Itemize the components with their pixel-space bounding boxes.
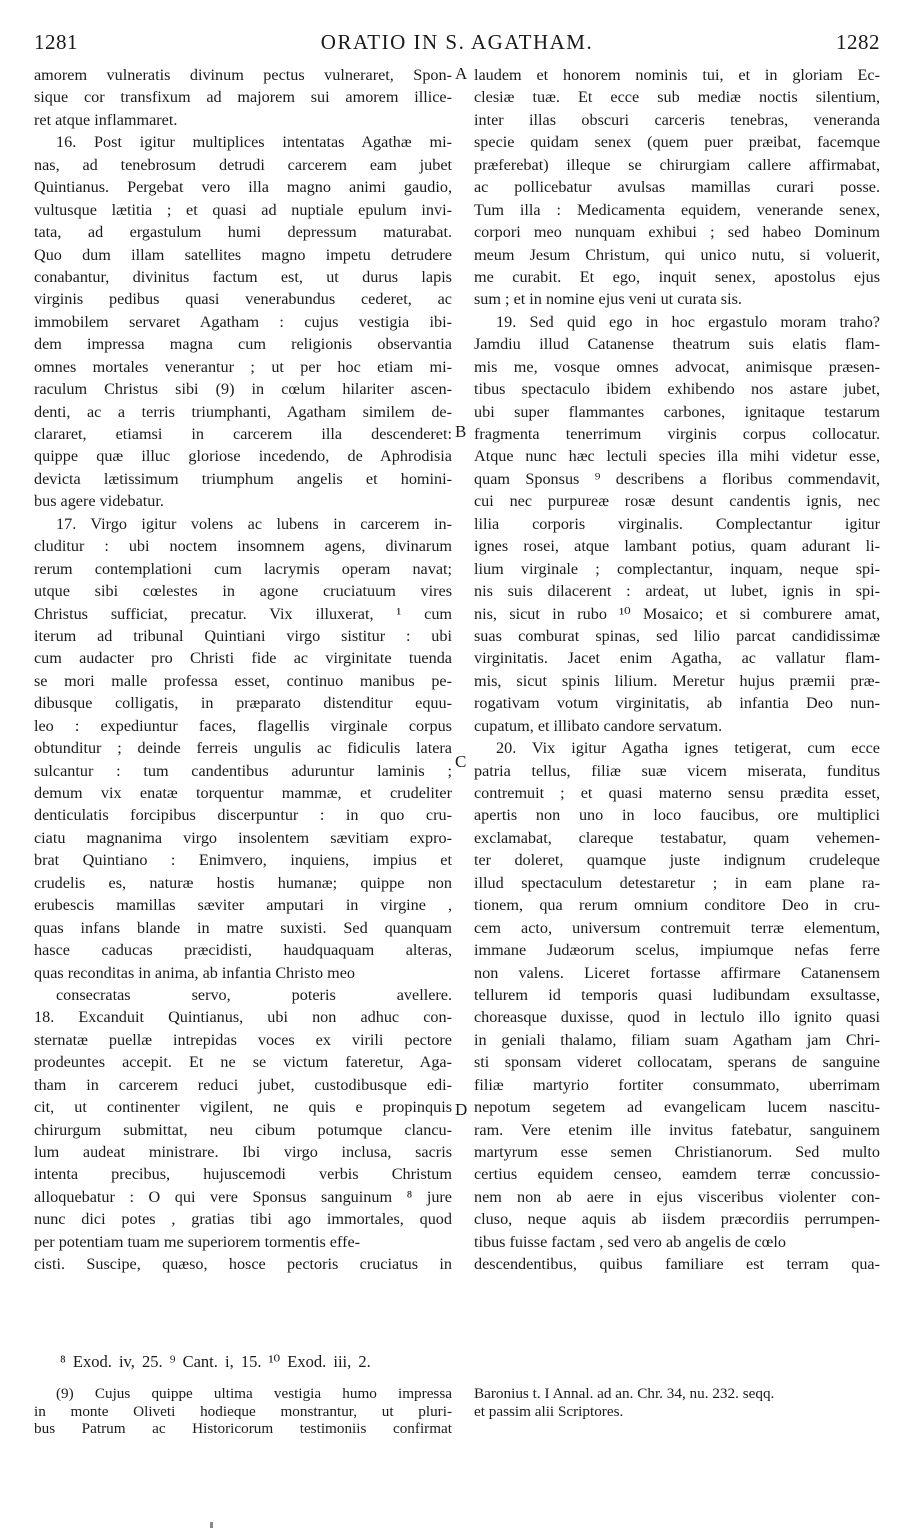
text-line: virginis pedibus quasi venerabundus cederet, ac [34,290,452,309]
margin-marker-b: B [455,422,467,441]
text-line: devicta lætissimum triumphum angelis et homini- [34,469,452,488]
text-line: patria tellus, filiæ suæ vicem miserata, funditus [474,761,880,780]
text-line: 20. Vix igitur Agatha ignes tetigerat, cum ecce [496,739,880,758]
text-line: erubescis mamillas sæviter amputari in virgine , [34,896,452,915]
text-line: lum audeat ministrare. Ibi virgo inclusa, sacris [34,1143,452,1161]
text-line: sulcantur : tum candentibus aduruntur laminis ; [34,761,452,780]
text-line: raculum Christus sibi (9) in cœlum hilariter ascen- [34,380,452,399]
note-line: bus Patrum ac Historicorum testimoniis confirmat [34,1420,452,1437]
editor-note-left [34,1385,452,1438]
text-line: tibus fuisse factam , sed vero ab angelis de cœlo [474,1232,786,1251]
margin-marker-c: C [455,752,467,771]
text-line: mis me, vosque omnes advocat, animisque præsen- [474,357,880,376]
print-speck [210,1522,213,1528]
text-line: conabantur, divinitus factum est, ut durus lapis [34,267,452,286]
text-line: ram. Vere etenim ille invitus fatebatur, sanguinem [474,1120,880,1139]
text-line: non valens. Liceret fortasse affirmare Catanensem [474,963,880,982]
text-line: lilia corporis virginalis. Complectantur igitur [474,514,880,533]
text-line: brat Quintiano : Enimvero, inquiens, impius et [34,851,452,870]
text-line: cum audacter pro Christi fide ac virginitate tuenda [34,649,452,668]
text-line: iterum ad tribunal Quintiani virgo sistitur : ubi [34,626,452,645]
page-number-right: 1282 [836,30,880,54]
text-line: rerum contemplationi cum lacrymis operam navat; [34,559,452,578]
text-line: martyrum esse semen Christianorum. Sed multo [474,1143,880,1161]
text-line: tham in carcerem reduci jubet, custodibusque edi- [34,1075,452,1094]
text-line: Christus sufficiat, precatur. Vix illuxerat, ¹ cum [34,604,452,623]
text-line: certius equidem censeo, eamdem terræ concussio- [474,1165,880,1184]
note-line: in monte Oliveti hodieque monstrantur, ut pluri- [34,1402,452,1420]
text-line: choreasque duxisse, quod in lectulo illo ignito quasi [474,1008,880,1027]
text-line: laudem et honorem nominis tui, et in gloriam Ec- [474,66,880,84]
text-line: ciatu magnanima virgo insolentem sævitiam expro- [34,828,452,847]
scripture-footnotes: ⁸ Exod. iv, 25. ⁹ Cant. i, 15. ¹⁰ Exod. iii, 2. [60,1352,371,1371]
text-line: ignes rosei, atque lambant potius, quam adurant li- [474,537,880,556]
text-line: sternatæ puellæ intrepidas voces ex virili pectore [34,1030,452,1049]
text-line: dem impressa magna cum religionis observantia [34,335,452,354]
text-line: leo : expediuntur faces, flagellis virginale corpus [34,716,452,735]
text-line: nis suis dilacerent : ardeat, ut lubet, ignis in spi- [474,582,880,601]
text-line: filiæ martyrio fortiter consummato, uberrimam [474,1075,880,1094]
text-line: amorem vulneratis divinum pectus vulneraret, Spon- [34,66,452,84]
text-line: nas, ad tenebrosum detrudi carcerem eam jubet [34,155,452,174]
text-line: præferebat) illeque se chirurgiam callere affirmabat, [474,155,880,174]
text-line: ubi super flammantes carbones, ignitaque testarum [474,402,880,421]
text-line: Atque nunc hæc lectuli species illa mihi videtur esse, [474,447,880,466]
text-line: cluditur : ubi noctem insomnem agens, divinarum [34,537,452,556]
text-line: apertis non uno in loco faucibus, ore multiplici [474,806,880,825]
text-line: nepotum segetem ad evangelicam lucem nascitu- [474,1098,880,1117]
text-line: fragmenta tenerrimum virginis corpus collocatur. [474,425,880,443]
text-line: utque sibi cœlestes in agone cruciatuum vires [34,582,452,601]
text-line: lium virginale ; complectantur, inquam, neque spi- [474,559,880,578]
text-line: nis, sicut in rubo ¹⁰ Mosaico; et si comburere amat, [474,604,880,623]
margin-marker-d: D [455,1100,468,1119]
text-line: descendentibus, quibus familiare est terram qua- [474,1255,880,1274]
text-line: illud spectaculum detestaretur ; in eam plane ra- [474,873,880,892]
text-line: prodeuntes accepit. Et ne se victum fateretur, Aga- [34,1053,452,1072]
text-line: immobilem servaret Agatham : cujus vestigia ibi- [34,312,452,331]
text-line: quas reconditas in anima, ab infantia Christo meo [34,963,355,982]
text-line: meum Jesum Christum, qui unico nutu, si voluerit, [474,245,880,264]
text-line: quippe quæ illuc gloriose incedendo, de Aphrodisia [34,447,452,466]
text-line: chirurgum submittat, neu cibum potumque clancu- [34,1120,452,1139]
text-line: ter doleret, quamque juste indignum crudeleque [474,851,880,870]
text-line: sum ; et in nomine ejus veni ut curata sis. [474,290,742,309]
note-line: et passim alii Scriptores. [474,1402,624,1420]
text-line: sti sponsam videret collocatam, sperans de sanguine [474,1053,880,1072]
text-line: cisti. Suscipe, quæso, hosce pectoris cruciatus in [34,1255,452,1274]
text-line: vultusque lætitia ; et quasi ad nuptiale epulum invi- [34,200,452,219]
text-line: bus agere videbatur. [34,492,164,511]
running-title: ORATIO IN S. AGATHAM. [320,30,594,54]
text-line: omnes mortales venerantur ; ut per hoc etiam mi- [34,357,452,376]
text-line: ac pollicebatur avulsas mamillas curari posse. [474,178,880,197]
text-line: cupatum, et illibato candore servatum. [474,716,723,735]
text-line: specie quidam senex (quem puer præibat, facemque [474,133,880,152]
text-line: virginitatis. Jacet enim Agatha, ac vallatur flam- [474,649,880,668]
text-line: nem non ab aere in ejus visceribus violenter con- [474,1187,880,1206]
text-line: quam Sponsus ⁹ describens a floribus commendavit, [474,469,880,488]
text-line: Tum illa : Medicamenta equidem, venerande senex, [474,200,880,219]
text-line: obtunditur ; deinde ferreis ungulis ac fidiculis latera [34,739,452,758]
text-line: cem acto, universum contremuit terræ elementum, [474,918,880,937]
text-line: tibus spectaculo ibidem exhibendo nos astare jubet, [474,380,880,399]
text-line: 18. Excanduit Quintianus, ubi non adhuc con- [34,1008,452,1027]
text-line: immane Judæorum scelus, impiumque nefas ferre [474,941,880,960]
text-line: mis, sicut spinis lilium. Meretur hujus præmii præ- [474,671,880,690]
text-line: inter illas obscuri carceris tenebras, veneranda [474,110,880,129]
right-column [474,64,880,1276]
text-line: per potentiam tuam me superiorem tormentis effe- [34,1232,361,1251]
text-line: rogativam votum virginitatis, ab infantia Deo nun- [474,694,880,713]
editor-note-right [474,1385,880,1420]
text-line: in geniali thalamo, filiam suam Agatham jam Chri- [474,1030,880,1049]
text-line: tata, ad ergastulum humi depressum maturabat. [34,223,452,242]
text-line: cui nec purpureæ rosæ desunt candentis ignis, nec [474,492,880,511]
text-line: hasce caducas præcidisti, haudquaquam alteras, [34,941,452,960]
text-line: me curabit. Et ego, inquit senex, apostolus ejus [474,267,880,286]
note-line: Baronius t. I Annal. ad an. Chr. 34, nu. 232. seqq. [474,1385,775,1402]
text-line: consecratas servo, poteris avellere. [56,985,452,1004]
text-line: demum vix enatæ torquentur mammæ, et crudeliter [34,784,452,802]
text-line: ret atque inflammaret. [34,110,178,129]
text-line: 16. Post igitur multiplices intentatas Agathæ mi- [56,133,452,152]
text-line: sique cor transfixum ad majorem sui amorem illice- [34,88,452,107]
text-line: exclamabat, clareque testabatur, quam vehemen- [474,828,880,847]
text-line: contremuit ; et quasi materno sensu prædita esset, [474,784,880,802]
text-line: crudelis es, naturæ hostis humanæ; quippe non [34,873,452,892]
text-line: cluso, neque aquis ab iisdem præcordiis perrumpen- [474,1210,880,1229]
text-line: tellurem id temporis quasi ludibundam exsultasse, [474,985,880,1004]
running-header [34,30,880,58]
text-line: 19. Sed quid ego in hoc ergastulo moram traho? [496,312,880,331]
text-line: cit, ut continenter vigilent, ne quis e propinquis [34,1098,452,1117]
text-line: se mori malle professa esset, continuo manibus pe- [34,671,452,690]
text-line: clararet, etiamsi in carcerem illa descenderet: [34,425,452,443]
text-line: denticulatis forcipibus discerpuntur : in quo cru- [34,806,452,825]
text-line: tionem, qua rerum omnium conditore Deo in cru- [474,896,880,915]
text-line: alloquebatur : O qui vere Sponsus sanguinum ⁸ jure [34,1187,452,1206]
text-line: Quo dum illam satellites magno impetu detrudere [34,245,452,264]
page-number-left: 1281 [34,30,78,54]
margin-marker-a: A [455,64,468,83]
text-line: Jamdiu illud Catanense theatrum suis elatis flam- [474,335,880,354]
text-line: quas infans blande in matre suxisti. Sed quanquam [34,918,452,937]
text-line: 17. Virgo igitur volens ac lubens in carcerem in- [56,514,452,533]
note-line: (9) Cujus quippe ultima vestigia humo impressa [56,1385,452,1402]
left-column [34,64,452,1276]
text-line: Quintianus. Pergebat vero illa magno animi gaudio, [34,178,452,197]
text-line: denti, ac a terris triumphanti, Agatham similem de- [34,402,452,421]
text-line: dibusque colligatis, in præparato distenditur equu- [34,694,452,713]
text-line: corpori meo nunquam exhibui ; sed habeo Dominum [474,223,880,242]
text-line: suas comburat spinas, sed lilio parcat candidissimæ [474,626,880,645]
text-line: nunc dici potes , gratias tibi ago immortales, quod [34,1210,452,1229]
text-line: clesiæ tuæ. Et ecce sub mediæ noctis silentium, [474,88,880,107]
text-line: intenta precibus, hujuscemodi verbis Christum [34,1165,452,1184]
